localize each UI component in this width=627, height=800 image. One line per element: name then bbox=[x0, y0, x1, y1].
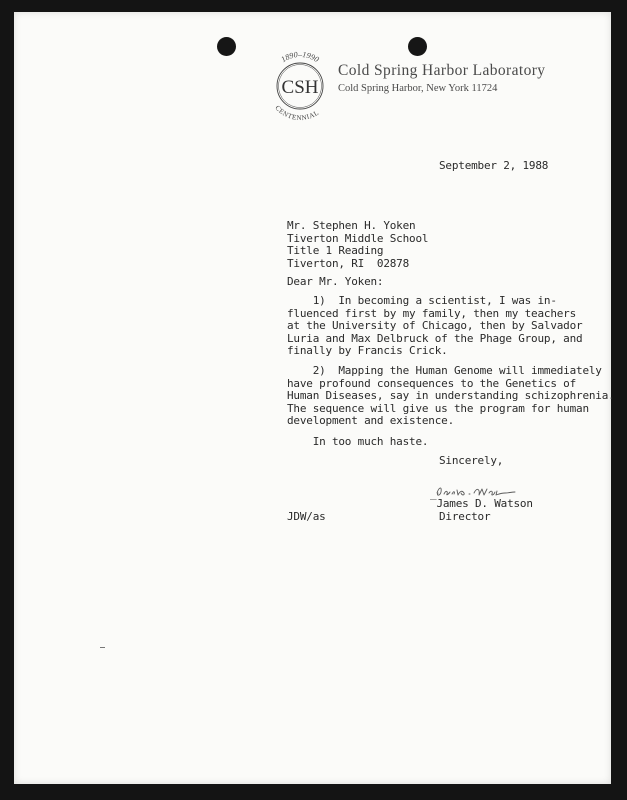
logo-monogram: CSH bbox=[281, 77, 319, 98]
letter-date: September 2, 1988 bbox=[439, 159, 549, 172]
paragraph2-line: Human Diseases, say in understanding schizophrenia. bbox=[287, 389, 615, 402]
paragraph2-line: 2) Mapping the Human Genome will immediately bbox=[287, 364, 602, 377]
paragraph1-line: finally by Francis Crick. bbox=[287, 344, 448, 357]
paragraph2-line: The sequence will give us the program for human bbox=[287, 401, 589, 415]
binder-hole-right bbox=[408, 37, 427, 56]
csh-centennial-logo bbox=[262, 48, 338, 124]
lab-address: Cold Spring Harbor, New York 11724 bbox=[338, 83, 498, 94]
paragraph1-line: 1) In becoming a scientist, I was in- bbox=[287, 294, 557, 307]
signer-name: ‾James D. Watson bbox=[430, 497, 533, 510]
stray-mark bbox=[100, 647, 105, 648]
paragraph1-line: Luria and Max Delbruck of the Phage Group, and bbox=[287, 331, 583, 345]
salutation: Dear Mr. Yoken: bbox=[287, 275, 384, 288]
paragraph2-line: have profound consequences to the Genetics of bbox=[287, 376, 577, 390]
paragraph1-line: fluenced first by my family, then my teachers bbox=[287, 306, 577, 320]
binder-hole-left bbox=[217, 37, 236, 56]
signer-title: Director bbox=[439, 510, 491, 523]
recipient-line: Mr. Stephen H. Yoken bbox=[287, 219, 416, 232]
lab-name: Cold Spring Harbor Laboratory bbox=[338, 62, 546, 79]
typist-initials: JDW/as bbox=[287, 510, 326, 523]
recipient-line: Tiverton Middle School bbox=[287, 231, 429, 245]
letter-page bbox=[14, 12, 615, 784]
paragraph1-line: at the University of Chicago, then by Salvador bbox=[287, 319, 583, 332]
svg-text:CENTENNIAL bbox=[273, 104, 320, 122]
recipient-line: Title 1 Reading bbox=[287, 244, 384, 257]
logo-centennial: CENTENNIAL bbox=[273, 103, 321, 123]
sign-off: Sincerely, bbox=[439, 454, 504, 467]
paragraph2-line: development and existence. bbox=[287, 414, 454, 427]
svg-text:1890–1990 bbox=[279, 50, 320, 64]
closing-note: In too much haste. bbox=[287, 435, 429, 448]
logo-years: 1890–1990 bbox=[279, 50, 321, 65]
recipient-line: Tiverton, RI 02878 bbox=[287, 256, 410, 270]
